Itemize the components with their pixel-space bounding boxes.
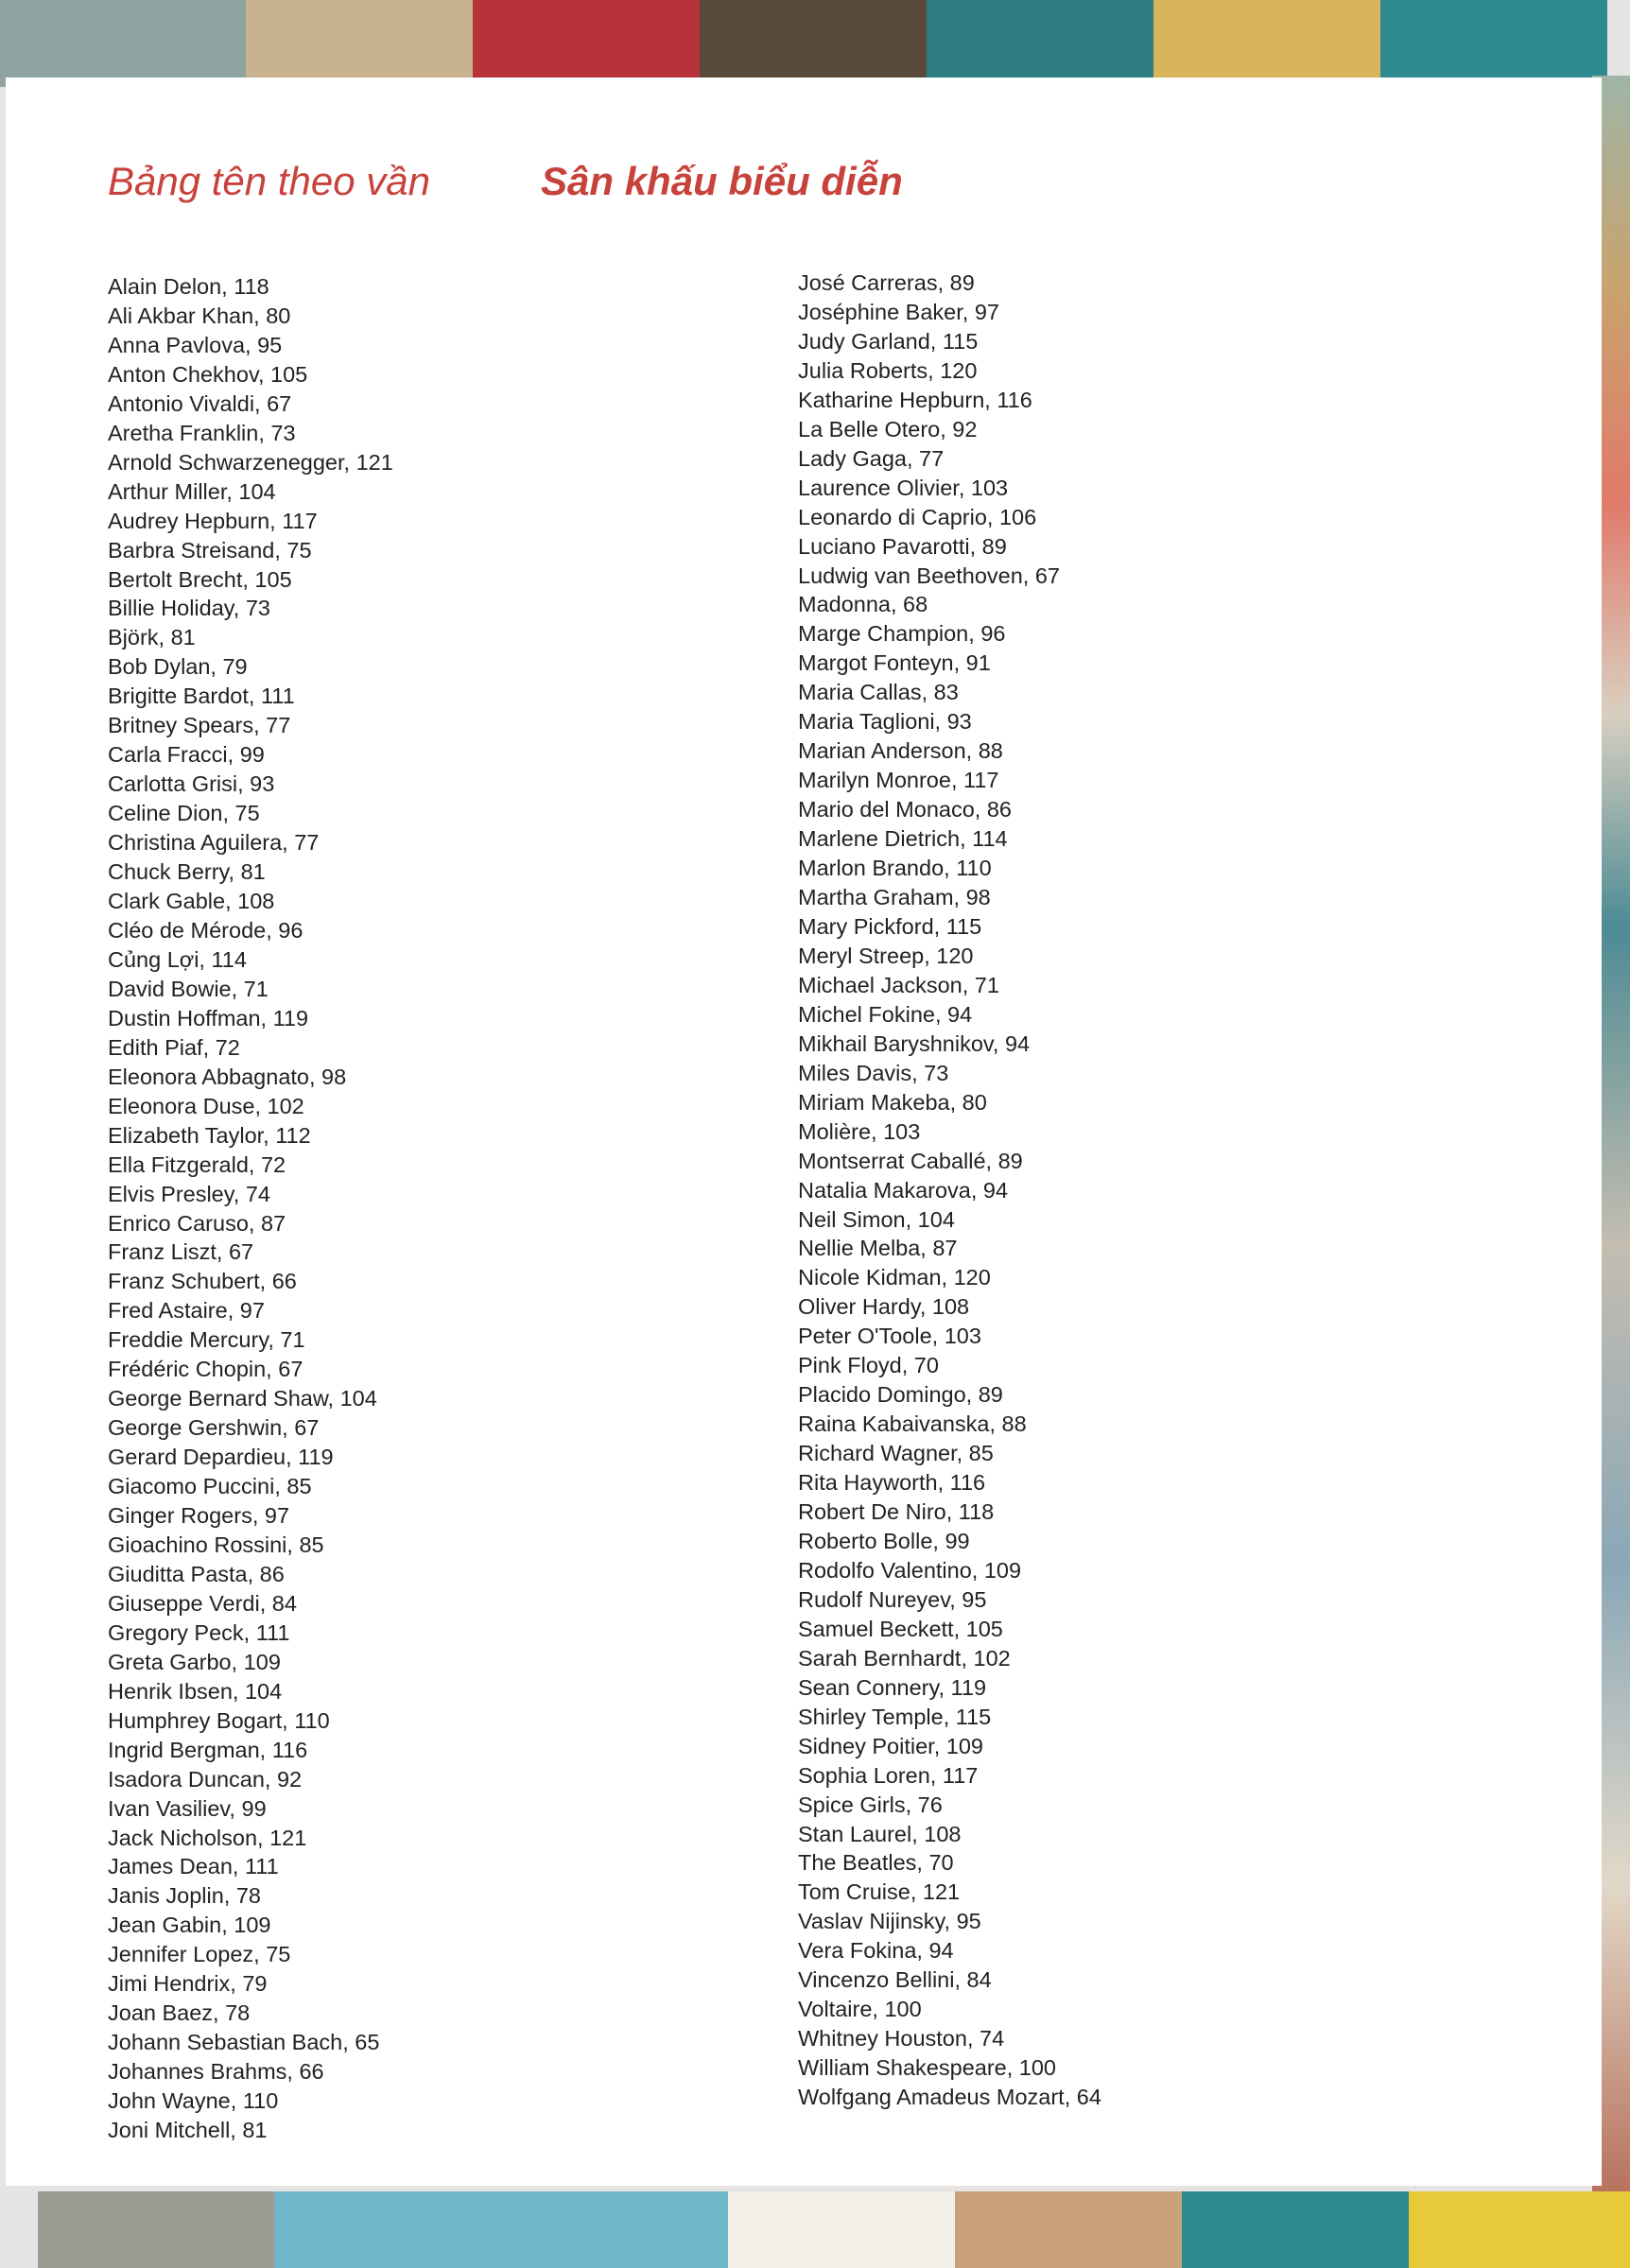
index-entry: Henrik Ibsen, 104 — [108, 1678, 283, 1704]
index-entry: Ella Fitzgerald, 72 — [108, 1151, 286, 1177]
index-entry: Aretha Franklin, 73 — [108, 420, 296, 445]
index-entry: Elizabeth Taylor, 112 — [108, 1122, 311, 1148]
index-entry: Vera Fokina, 94 — [798, 1938, 954, 1964]
index-entry: Marge Champion, 96 — [798, 621, 1006, 647]
index-entry: Eleonora Abbagnato, 98 — [108, 1064, 347, 1089]
index-entry: Joséphine Baker, 97 — [798, 299, 999, 324]
index-entry: Björk, 81 — [108, 625, 196, 650]
index-entry: Samuel Beckett, 105 — [798, 1616, 1003, 1641]
index-entry: Franz Liszt, 67 — [108, 1239, 254, 1265]
index-entry: Sophia Loren, 117 — [798, 1762, 979, 1788]
index-entry: Giuseppe Verdi, 84 — [108, 1590, 297, 1616]
index-entry: Johannes Brahms, 66 — [108, 2059, 324, 2085]
index-entry: Gioachino Rossini, 85 — [108, 1532, 324, 1557]
index-entry: Bob Dylan, 79 — [108, 654, 248, 680]
index-entry: Britney Spears, 77 — [108, 713, 291, 738]
index-entry: Anna Pavlova, 95 — [108, 332, 283, 357]
index-entry: Ginger Rogers, 97 — [108, 1503, 290, 1529]
index-entry: Roberto Bolle, 99 — [798, 1528, 970, 1553]
index-entry: Sidney Poitier, 109 — [798, 1733, 983, 1758]
index-entry: Richard Wagner, 85 — [798, 1441, 994, 1466]
index-entry: Margot Fonteyn, 91 — [798, 650, 991, 676]
index-entry: Marlon Brando, 110 — [798, 856, 992, 881]
index-entry: Michael Jackson, 71 — [798, 972, 999, 997]
index-entry: Wolfgang Amadeus Mozart, 64 — [798, 2085, 1101, 2110]
index-entry: Vincenzo Bellini, 84 — [798, 1967, 992, 1993]
index-entry: Johann Sebastian Bach, 65 — [108, 2030, 380, 2055]
index-entry: Dustin Hoffman, 119 — [108, 1005, 309, 1030]
index-entry: George Gershwin, 67 — [108, 1415, 320, 1441]
index-entry: Rudolf Nureyev, 95 — [798, 1586, 987, 1612]
index-entry: Chuck Berry, 81 — [108, 859, 266, 885]
index-entry: Eleonora Duse, 102 — [108, 1093, 304, 1118]
index-entry: Sean Connery, 119 — [798, 1674, 987, 1700]
index-entry: Nellie Melba, 87 — [798, 1236, 958, 1261]
index-entry: Janis Joplin, 78 — [108, 1883, 261, 1909]
index-entry: Rita Hayworth, 116 — [798, 1470, 986, 1496]
portrait-illustration — [38, 2191, 274, 2268]
index-entry: Joni Mitchell, 81 — [108, 2118, 268, 2143]
index-entry: Nicole Kidman, 120 — [798, 1265, 991, 1290]
index-entry: David Bowie, 71 — [108, 976, 269, 1001]
index-entry: George Bernard Shaw, 104 — [108, 1386, 377, 1411]
index-entry: Katharine Hepburn, 116 — [798, 387, 1032, 412]
index-entry: Raina Kabaivanska, 88 — [798, 1411, 1027, 1437]
index-entry: Jack Nicholson, 121 — [108, 1825, 307, 1850]
index-entry: Miriam Makeba, 80 — [798, 1089, 987, 1115]
index-entry: James Dean, 111 — [108, 1854, 279, 1879]
index-entry: Freddie Mercury, 71 — [108, 1327, 305, 1353]
index-entry: Placido Domingo, 89 — [798, 1382, 1003, 1408]
index-entry: Frédéric Chopin, 67 — [108, 1357, 303, 1382]
index-entry: Martha Graham, 98 — [798, 885, 991, 910]
index-column-left — [108, 272, 393, 2145]
index-entry: Ingrid Bergman, 116 — [108, 1737, 308, 1762]
index-entry: Christina Aguilera, 77 — [108, 830, 320, 856]
index-entry: Elvis Presley, 74 — [108, 1181, 270, 1206]
index-entry: Maria Taglioni, 93 — [798, 709, 972, 735]
index-entry: Laurence Olivier, 103 — [798, 475, 1009, 500]
index-entry: Marlene Dietrich, 114 — [798, 826, 1008, 852]
index-title: Bảng tên theo vần — [108, 159, 430, 203]
index-entry: Judy Garland, 115 — [798, 328, 979, 354]
index-entry: Whitney Houston, 74 — [798, 2026, 1005, 2052]
portrait-illustration — [1153, 0, 1380, 87]
index-entry: Bertolt Brecht, 105 — [108, 566, 292, 592]
index-entry: Sarah Bernhardt, 102 — [798, 1645, 1011, 1671]
index-entry: Ali Akbar Khan, 80 — [108, 303, 291, 328]
index-column-right — [798, 268, 1101, 2112]
index-entry: La Belle Otero, 92 — [798, 416, 978, 441]
index-entry: Củng Lợi, 114 — [108, 946, 247, 972]
portrait-illustration — [0, 0, 246, 87]
index-entry: Celine Dion, 75 — [108, 801, 260, 826]
index-entry: Alain Delon, 118 — [108, 274, 269, 299]
index-entry: Leonardo di Caprio, 106 — [798, 504, 1037, 529]
index-entry: The Beatles, 70 — [798, 1850, 954, 1876]
index-entry: Meryl Streep, 120 — [798, 943, 974, 968]
index-entry: José Carreras, 89 — [798, 270, 975, 295]
index-entry: Mary Pickford, 115 — [798, 913, 982, 939]
index-entry: Humphrey Bogart, 110 — [108, 1707, 330, 1733]
index-entry: Marian Anderson, 88 — [798, 738, 1003, 764]
index-entry: Franz Schubert, 66 — [108, 1269, 297, 1294]
index-entry: Carlotta Grisi, 93 — [108, 771, 275, 797]
index-entry: Anton Chekhov, 105 — [108, 361, 308, 387]
index-entry: Arthur Miller, 104 — [108, 478, 276, 504]
index-entry: Pink Floyd, 70 — [798, 1353, 939, 1378]
index-entry: Shirley Temple, 115 — [798, 1704, 992, 1729]
index-entry: Brigitte Bardot, 111 — [108, 684, 295, 709]
index-entry: Oliver Hardy, 108 — [798, 1294, 970, 1320]
index-entry: Neil Simon, 104 — [798, 1206, 955, 1232]
index-entry: Arnold Schwarzenegger, 121 — [108, 449, 393, 475]
index-entry: Jimi Hendrix, 79 — [108, 1971, 268, 1997]
index-entry: Robert De Niro, 118 — [798, 1499, 995, 1525]
index-entry: John Wayne, 110 — [108, 2088, 279, 2114]
index-entry: Joan Baez, 78 — [108, 2000, 251, 2026]
index-entry: Marilyn Monroe, 117 — [798, 768, 999, 793]
portrait-illustration — [473, 0, 700, 87]
index-entry: Billie Holiday, 73 — [108, 596, 270, 621]
index-entry: Gerard Depardieu, 119 — [108, 1445, 334, 1470]
portrait-illustration — [700, 0, 927, 87]
index-entry: Greta Garbo, 109 — [108, 1649, 281, 1674]
index-entry: Isadora Duncan, 92 — [108, 1766, 303, 1792]
portrait-illustration — [955, 2191, 1182, 2268]
index-entry: Clark Gable, 108 — [108, 889, 275, 914]
portrait-strip-bottom — [38, 2191, 1630, 2268]
portrait-strip-top — [0, 0, 1607, 87]
index-entry: Enrico Caruso, 87 — [108, 1210, 286, 1236]
portrait-illustration — [1182, 2191, 1409, 2268]
index-entry: Gregory Peck, 111 — [108, 1619, 290, 1645]
index-entry: Jennifer Lopez, 75 — [108, 1942, 291, 1967]
index-entry: Rodolfo Valentino, 109 — [798, 1557, 1022, 1583]
index-entry: Voltaire, 100 — [798, 1997, 922, 2022]
index-entry: Giuditta Pasta, 86 — [108, 1561, 285, 1586]
index-entry: Giacomo Puccini, 85 — [108, 1474, 312, 1499]
index-entry: Natalia Makarova, 94 — [798, 1177, 1009, 1203]
index-entry: Mario del Monaco, 86 — [798, 797, 1012, 822]
index-entry: Tom Cruise, 121 — [798, 1879, 961, 1905]
index-entry: Montserrat Caballé, 89 — [798, 1148, 1023, 1173]
index-entry: Fred Astaire, 97 — [108, 1298, 265, 1324]
index-entry: Audrey Hepburn, 117 — [108, 508, 318, 533]
portrait-illustration — [728, 2191, 955, 2268]
index-entry: Lady Gaga, 77 — [798, 445, 945, 471]
index-entry: Stan Laurel, 108 — [798, 1821, 962, 1846]
section-title: Sân khấu biểu diễn — [541, 159, 903, 203]
index-entry: William Shakespeare, 100 — [798, 2055, 1056, 2081]
index-entry: Spice Girls, 76 — [798, 1792, 943, 1817]
index-entry: Peter O'Toole, 103 — [798, 1324, 981, 1349]
index-entry: Mikhail Baryshnikov, 94 — [798, 1030, 1031, 1056]
index-entry: Luciano Pavarotti, 89 — [798, 533, 1007, 559]
index-entry: Miles Davis, 73 — [798, 1060, 949, 1085]
index-entry: Molière, 103 — [798, 1118, 921, 1144]
index-entry: Edith Piaf, 72 — [108, 1034, 240, 1060]
index-entry: Carla Fracci, 99 — [108, 742, 265, 768]
index-entry: Madonna, 68 — [798, 592, 928, 617]
index-entry: Jean Gabin, 109 — [108, 1913, 271, 1938]
portrait-illustration — [246, 0, 473, 87]
index-entry: Ivan Vasiliev, 99 — [108, 1795, 267, 1821]
index-entry: Ludwig van Beethoven, 67 — [798, 563, 1060, 588]
index-entry: Barbra Streisand, 75 — [108, 537, 312, 563]
index-entry: Cléo de Mérode, 96 — [108, 917, 303, 943]
portrait-illustration — [927, 0, 1153, 87]
index-entry: Antonio Vivaldi, 67 — [108, 390, 292, 416]
portrait-illustration — [1380, 0, 1607, 87]
index-entry: Vaslav Nijinsky, 95 — [798, 1909, 981, 1934]
portrait-illustration — [1409, 2191, 1630, 2268]
index-entry: Maria Callas, 83 — [798, 680, 959, 705]
portrait-illustration — [274, 2191, 728, 2268]
index-entry: Julia Roberts, 120 — [798, 357, 978, 383]
index-entry: Michel Fokine, 94 — [798, 1001, 973, 1027]
